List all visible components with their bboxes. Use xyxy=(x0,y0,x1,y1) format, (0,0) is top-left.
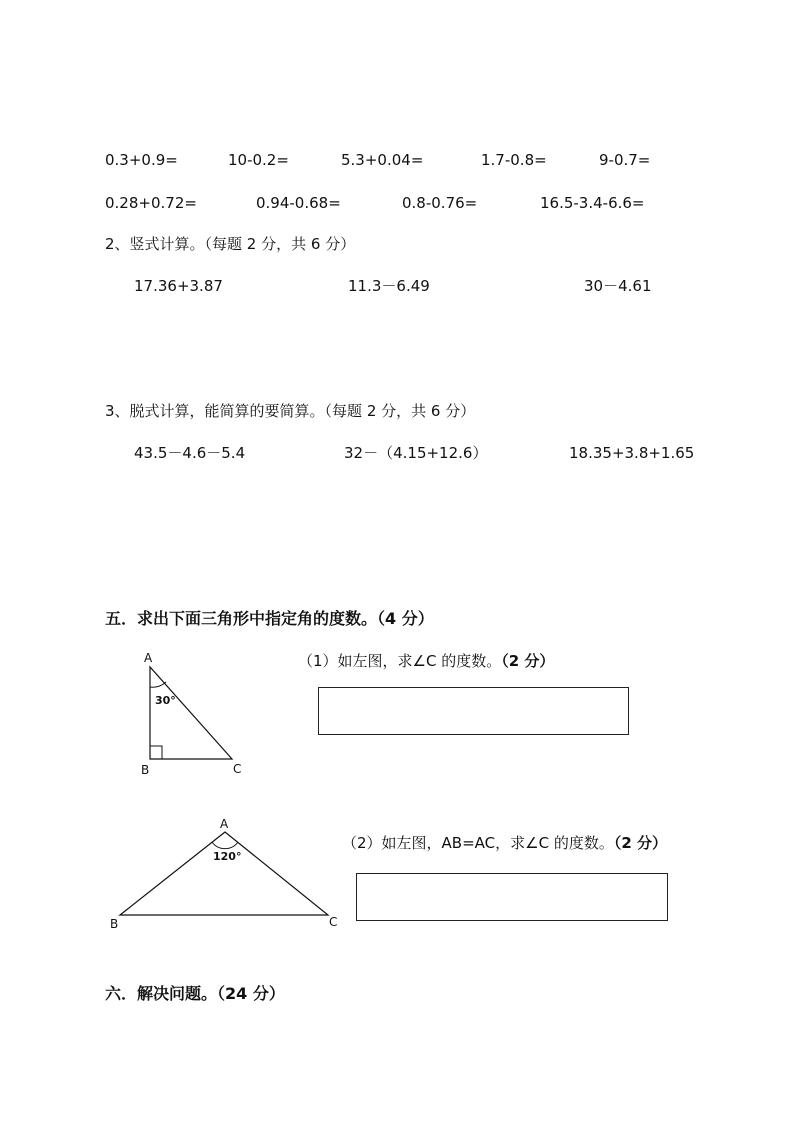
oral-item: 9-0.7= xyxy=(599,151,651,169)
section-2-title: 2、竖式计算。（每题 2 分，共 6 分） xyxy=(105,235,356,253)
oral-item: 5.3+0.04= xyxy=(341,151,424,169)
question-2-text: （2）如左图，AB=AC，求∠C 的度数。 xyxy=(342,834,614,852)
oral-item: 0.94-0.68= xyxy=(256,194,341,212)
oral-item: 0.8-0.76= xyxy=(402,194,478,212)
stepwise-calc-item: 32－（4.15+12.6） xyxy=(344,444,488,462)
stepwise-calc-item: 43.5－4.6－5.4 xyxy=(134,444,246,462)
vertex-label-b: B xyxy=(141,763,150,777)
vertical-calc-item: 11.3－6.49 xyxy=(348,277,430,295)
stepwise-calc-item: 18.35+3.8+1.65 xyxy=(569,444,695,462)
angle-label: 120° xyxy=(213,850,242,863)
vertical-calc-item: 30－4.61 xyxy=(584,277,652,295)
oral-item: 10-0.2= xyxy=(228,151,289,169)
angle-arc-a xyxy=(212,842,238,849)
oral-item: 1.7-0.8= xyxy=(481,151,547,169)
question-2-score: （2 分） xyxy=(613,834,667,852)
angle-label: 30° xyxy=(155,694,176,707)
vertical-calc-item: 17.36+3.87 xyxy=(134,277,223,295)
oral-item: 0.28+0.72= xyxy=(105,194,197,212)
oral-item: 0.3+0.9= xyxy=(105,151,178,169)
question-1-score: （2 分） xyxy=(501,652,555,670)
triangle-2-outline xyxy=(120,832,328,915)
section-5-title: 五．求出下面三角形中指定角的度数。（4 分） xyxy=(105,609,434,628)
vertex-label-a: A xyxy=(144,651,153,665)
vertex-label-c: C xyxy=(329,915,338,929)
vertex-label-a: A xyxy=(220,817,229,831)
vertex-label-b: B xyxy=(110,917,119,931)
answer-box-2[interactable] xyxy=(356,873,668,921)
section-6-title: 六．解决问题。（24 分） xyxy=(105,984,285,1003)
section-3-title: 3、脱式计算，能简算的要简算。（每题 2 分，共 6 分） xyxy=(105,402,476,420)
vertex-label-c: C xyxy=(233,762,242,776)
question-1-text: （1）如左图，求∠C 的度数。 xyxy=(298,652,502,670)
question-2-prompt xyxy=(342,834,667,852)
oral-item: 16.5-3.4-6.6= xyxy=(540,194,645,212)
